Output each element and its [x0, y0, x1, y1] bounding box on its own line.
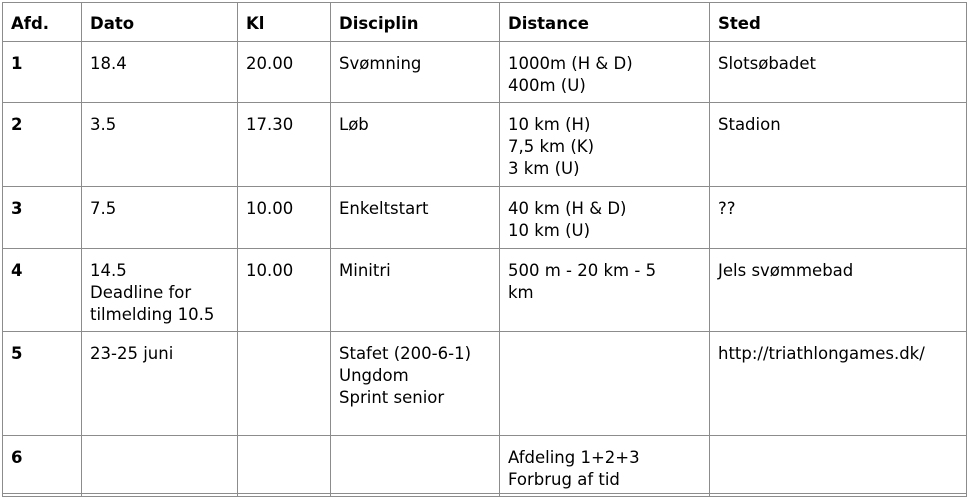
cell-disciplin: [331, 436, 500, 497]
cell-distance-line: Afdeling 1+2+3: [508, 448, 640, 467]
header-distance: Distance: [500, 3, 710, 42]
cell-afd-text: 5: [11, 344, 23, 363]
cell-distance-line: 40 km (H & D): [508, 199, 627, 218]
table-row: [3, 103, 967, 187]
cell-dato-line: 18.4: [90, 54, 127, 73]
cell-disciplin: [331, 103, 500, 187]
cell-kl-text: 20.00: [246, 54, 294, 73]
schedule-table: [2, 2, 967, 497]
cell-sted-text: ??: [718, 199, 736, 218]
cell-disciplin: [331, 332, 500, 436]
cell-kl: [238, 187, 331, 249]
cell-sted-text: http://triathlongames.dk/: [718, 344, 925, 363]
cell-kl: [238, 436, 331, 497]
header-dato: Dato: [82, 3, 238, 42]
cell-distance-line: 500 m - 20 km - 5: [508, 261, 657, 280]
cell-sted-text: Jels svømmebad: [718, 261, 854, 280]
cell-kl: [238, 103, 331, 187]
cell-distance-line: 10 km (H): [508, 115, 591, 134]
cell-distance-line: 3 km (U): [508, 159, 580, 178]
cell-dato-line: 14.5: [90, 261, 127, 280]
cell-afd: [3, 249, 82, 332]
table-row: [3, 42, 967, 103]
cell-afd-text: 1: [11, 54, 23, 73]
cell-dato-line: Deadline for: [90, 283, 192, 302]
cell-disciplin: [331, 187, 500, 249]
cell-disciplin-line: Sprint senior: [339, 388, 445, 407]
cell-distance-line: 400m (U): [508, 76, 586, 95]
cell-sted-text: Stadion: [718, 115, 781, 134]
cell-afd: [3, 436, 82, 497]
cell-sted: [710, 249, 967, 332]
cell-dato: [82, 42, 238, 103]
cell-disciplin: [331, 249, 500, 332]
cell-dato: [82, 187, 238, 249]
cell-afd: [3, 42, 82, 103]
cell-distance-line: 1000m (H & D): [508, 54, 633, 73]
cell-disciplin-line: Minitri: [339, 261, 391, 280]
cell-disciplin: [331, 42, 500, 103]
cell-kl-text: 10.00: [246, 261, 294, 280]
header-row: [3, 3, 967, 42]
cell-sted: [710, 332, 967, 436]
cell-dato-line: 3.5: [90, 115, 117, 134]
cell-afd: [3, 187, 82, 249]
cell-afd-text: 6: [11, 448, 23, 467]
cell-afd-text: 2: [11, 115, 23, 134]
table-bottom-rule: [2, 493, 966, 494]
cell-disciplin-line: Svømning: [339, 54, 422, 73]
cell-afd-text: 3: [11, 199, 23, 218]
cell-disciplin-line: Løb: [339, 115, 369, 134]
cell-distance: [500, 42, 710, 103]
cell-afd: [3, 103, 82, 187]
cell-distance-line: 10 km (U): [508, 221, 591, 240]
cell-sted: [710, 103, 967, 187]
header-sted: Sted: [710, 3, 967, 42]
cell-dato: [82, 249, 238, 332]
cell-sted-text: Slotsøbadet: [718, 54, 816, 73]
cell-sted: [710, 187, 967, 249]
cell-kl: [238, 249, 331, 332]
cell-distance: [500, 436, 710, 497]
table-row: [3, 332, 967, 436]
cell-dato: [82, 103, 238, 187]
cell-distance: [500, 332, 710, 436]
cell-distance-line: 7,5 km (K): [508, 137, 595, 156]
cell-dato: [82, 332, 238, 436]
cell-afd: [3, 332, 82, 436]
header-disciplin: Disciplin: [331, 3, 500, 42]
cell-distance: [500, 249, 710, 332]
cell-afd-text: 4: [11, 261, 23, 280]
cell-distance-line: Forbrug af tid: [508, 470, 620, 489]
header-afd: Afd.: [3, 3, 82, 42]
cell-dato-line: tilmelding 10.5: [90, 305, 215, 324]
cell-kl-text: 10.00: [246, 199, 294, 218]
cell-distance-line: km: [508, 283, 534, 302]
cell-distance: [500, 103, 710, 187]
table-row: [3, 436, 967, 497]
cell-kl-text: 17.30: [246, 115, 294, 134]
cell-dato-line: 23-25 juni: [90, 344, 174, 363]
cell-dato: [82, 436, 238, 497]
table-row: [3, 249, 967, 332]
cell-sted: [710, 436, 967, 497]
cell-disciplin-line: Enkeltstart: [339, 199, 429, 218]
cell-disciplin-line: Ungdom: [339, 366, 409, 385]
cell-kl: [238, 332, 331, 436]
cell-kl: [238, 42, 331, 103]
cell-disciplin-line: Stafet (200-6-1): [339, 344, 471, 363]
cell-distance: [500, 187, 710, 249]
table-row: [3, 187, 967, 249]
cell-dato-line: 7.5: [90, 199, 117, 218]
header-kl: Kl: [238, 3, 331, 42]
cell-sted: [710, 42, 967, 103]
